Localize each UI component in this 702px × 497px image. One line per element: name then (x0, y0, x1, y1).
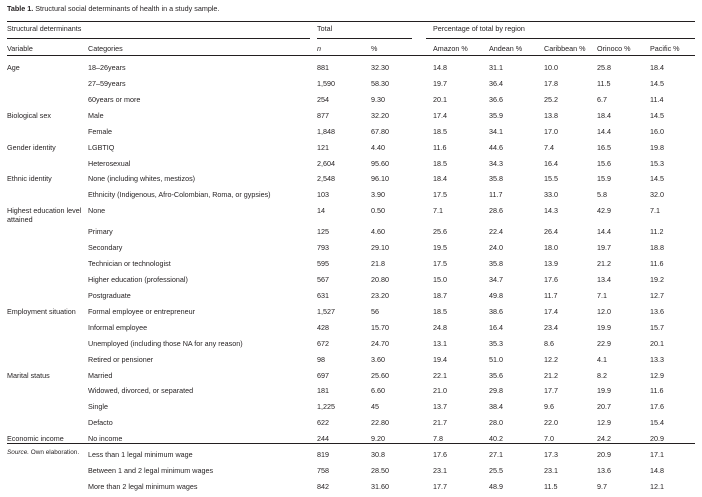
row-n: 595 (317, 258, 329, 268)
row-n: 14 (317, 206, 325, 216)
row-amazon-pct: 18.5 (433, 158, 447, 168)
row-pacific-pct: 19.8 (650, 142, 664, 152)
row-category: Heterosexual (88, 158, 131, 168)
row-pct: 9.30 (371, 94, 385, 104)
table-row (7, 189, 695, 205)
row-andean-pct: 44.6 (489, 142, 503, 152)
row-orinoco-pct: 14.4 (597, 126, 611, 136)
row-pct: 9.20 (371, 434, 385, 444)
row-n: 121 (317, 142, 329, 152)
row-orinoco-pct: 19.7 (597, 242, 611, 252)
row-category: None (88, 206, 106, 216)
row-n: 631 (317, 290, 329, 300)
row-orinoco-pct: 18.4 (597, 110, 611, 120)
row-pct: 96.10 (371, 174, 389, 184)
row-category: LGBTIQ (88, 142, 115, 152)
row-caribbean-pct: 25.2 (544, 94, 558, 104)
row-orinoco-pct: 15.6 (597, 158, 611, 168)
table-row (7, 109, 695, 125)
row-variable (7, 321, 88, 337)
row-orinoco-pct: 15.9 (597, 174, 611, 184)
row-variable (7, 353, 88, 369)
row-n: 98 (317, 354, 325, 364)
row-amazon-pct: 21.0 (433, 386, 447, 396)
row-caribbean-pct: 17.8 (544, 78, 558, 88)
row-caribbean-pct: 10.0 (544, 62, 558, 72)
row-category: None (including whites, mestizos) (88, 174, 196, 184)
row-pacific-pct: 16.0 (650, 126, 664, 136)
row-orinoco-pct: 42.9 (597, 206, 611, 216)
table-row (7, 289, 695, 305)
row-n: 697 (317, 370, 329, 380)
row-caribbean-pct: 13.9 (544, 258, 558, 268)
row-variable (7, 337, 88, 353)
row-category: Retired or pensioner (88, 354, 154, 364)
row-pacific-pct: 20.1 (650, 338, 664, 348)
table-row (7, 337, 695, 353)
row-pacific-pct: 13.3 (650, 354, 664, 364)
table-row (7, 61, 695, 77)
row-andean-pct: 35.3 (489, 338, 503, 348)
row-category: Female (88, 126, 112, 136)
row-variable (7, 481, 88, 497)
row-variable (7, 77, 88, 93)
row-amazon-pct: 13.7 (433, 402, 447, 412)
row-n: 1,590 (317, 78, 335, 88)
row-pct: 28.50 (371, 466, 389, 476)
row-pct: 6.60 (371, 386, 385, 396)
row-n: 2,548 (317, 174, 335, 184)
table-row (7, 125, 695, 141)
table-caption (7, 4, 219, 13)
row-variable (7, 401, 88, 417)
row-orinoco-pct: 7.1 (597, 290, 607, 300)
row-pct: 22.80 (371, 418, 389, 428)
header-variable: Variable (7, 44, 33, 53)
row-pct: 21.8 (371, 258, 385, 268)
row-andean-pct: 35.8 (489, 258, 503, 268)
row-variable: Marital status (7, 370, 50, 380)
header-column-row (7, 42, 695, 61)
row-pacific-pct: 15.7 (650, 322, 664, 332)
row-n: 103 (317, 190, 329, 200)
row-pct: 3.60 (371, 354, 385, 364)
row-orinoco-pct: 5.8 (597, 190, 607, 200)
row-category: 60years or more (88, 94, 141, 104)
source-label: Source. (7, 449, 30, 456)
row-caribbean-pct: 9.6 (544, 402, 554, 412)
table-row (7, 369, 695, 385)
row-amazon-pct: 18.5 (433, 126, 447, 136)
row-amazon-pct: 7.1 (433, 206, 443, 216)
table-row (7, 417, 695, 433)
row-pacific-pct: 14.8 (650, 466, 664, 476)
row-pacific-pct: 18.8 (650, 242, 664, 252)
row-caribbean-pct: 18.0 (544, 242, 558, 252)
row-caribbean-pct: 7.4 (544, 142, 554, 152)
row-pct: 4.60 (371, 226, 385, 236)
row-pacific-pct: 20.9 (650, 434, 664, 444)
row-andean-pct: 22.4 (489, 226, 503, 236)
row-caribbean-pct: 21.2 (544, 370, 558, 380)
row-andean-pct: 27.1 (489, 450, 503, 460)
row-category: Widowed, divorced, or separated (88, 386, 194, 396)
row-orinoco-pct: 20.7 (597, 402, 611, 412)
row-category: 27–59years (88, 78, 126, 88)
row-variable: Gender identity (7, 142, 56, 152)
row-orinoco-pct: 20.9 (597, 450, 611, 460)
row-pacific-pct: 12.7 (650, 290, 664, 300)
row-orinoco-pct: 12.0 (597, 306, 611, 316)
row-caribbean-pct: 23.1 (544, 466, 558, 476)
row-category: Secondary (88, 242, 123, 252)
row-caribbean-pct: 26.4 (544, 226, 558, 236)
row-caribbean-pct: 14.3 (544, 206, 558, 216)
row-n: 181 (317, 386, 329, 396)
row-variable (7, 93, 88, 109)
header-andean: Andean % (489, 44, 523, 53)
row-pct: 29.10 (371, 242, 389, 252)
row-amazon-pct: 19.4 (433, 354, 447, 364)
row-orinoco-pct: 11.5 (597, 78, 611, 88)
row-category: Higher education (professional) (88, 274, 188, 284)
source-text: Own elaboration. (29, 449, 80, 456)
row-variable (7, 385, 88, 401)
table-row (7, 385, 695, 401)
table-row (7, 205, 695, 225)
row-pacific-pct: 11.6 (650, 386, 664, 396)
row-caribbean-pct: 12.2 (544, 354, 558, 364)
row-n: 125 (317, 226, 329, 236)
row-andean-pct: 11.7 (489, 190, 503, 200)
row-amazon-pct: 17.5 (433, 190, 447, 200)
row-orinoco-pct: 6.7 (597, 94, 607, 104)
row-pacific-pct: 19.2 (650, 274, 664, 284)
row-pct: 67.80 (371, 126, 389, 136)
row-andean-pct: 25.5 (489, 466, 503, 476)
row-variable: Employment situation (7, 306, 76, 316)
table-row (7, 449, 695, 465)
row-category: Unemployed (including those NA for any reason) (88, 338, 243, 348)
row-n: 1,527 (317, 306, 335, 316)
row-pacific-pct: 11.4 (650, 94, 664, 104)
row-orinoco-pct: 4.1 (597, 354, 607, 364)
table-row (7, 433, 695, 449)
row-caribbean-pct: 15.5 (544, 174, 558, 184)
row-caribbean-pct: 8.6 (544, 338, 554, 348)
row-andean-pct: 38.6 (489, 306, 503, 316)
table-row (7, 157, 695, 173)
row-variable (7, 289, 88, 305)
row-andean-pct: 34.3 (489, 158, 503, 168)
table-row (7, 77, 695, 93)
row-category: Male (88, 110, 104, 120)
row-orinoco-pct: 24.2 (597, 434, 611, 444)
row-category: Less than 1 legal minimum wage (88, 450, 193, 460)
row-andean-pct: 48.9 (489, 482, 503, 492)
row-pct: 20.80 (371, 274, 389, 284)
row-variable (7, 273, 88, 289)
table-row (7, 273, 695, 289)
row-amazon-pct: 17.4 (433, 110, 447, 120)
row-amazon-pct: 7.8 (433, 434, 443, 444)
row-n: 1,225 (317, 402, 335, 412)
row-n: 819 (317, 450, 329, 460)
row-amazon-pct: 23.1 (433, 466, 447, 476)
header-n: n (317, 44, 321, 53)
row-amazon-pct: 18.7 (433, 290, 447, 300)
table-row (7, 241, 695, 257)
row-n: 244 (317, 434, 329, 444)
row-pct: 4.40 (371, 142, 385, 152)
row-pct: 45 (371, 402, 379, 412)
header-total: Total (317, 24, 333, 33)
row-orinoco-pct: 25.8 (597, 62, 611, 72)
row-andean-pct: 38.4 (489, 402, 503, 412)
row-orinoco-pct: 9.7 (597, 482, 607, 492)
row-pct: 56 (371, 306, 379, 316)
row-andean-pct: 51.0 (489, 354, 503, 364)
row-andean-pct: 24.0 (489, 242, 503, 252)
row-category: Primary (88, 226, 113, 236)
row-category: More than 2 legal minimum wages (88, 482, 198, 492)
row-pct: 24.70 (371, 338, 389, 348)
table-row (7, 305, 695, 321)
header-orinoco: Orinoco % (597, 44, 631, 53)
row-pacific-pct: 12.1 (650, 482, 664, 492)
header-group-row (7, 22, 695, 42)
row-n: 758 (317, 466, 329, 476)
row-pacific-pct: 11.6 (650, 258, 664, 268)
row-amazon-pct: 18.5 (433, 306, 447, 316)
row-caribbean-pct: 17.0 (544, 126, 558, 136)
row-pacific-pct: 17.6 (650, 402, 664, 412)
row-caribbean-pct: 16.4 (544, 158, 558, 168)
row-andean-pct: 29.8 (489, 386, 503, 396)
row-orinoco-pct: 22.9 (597, 338, 611, 348)
row-pacific-pct: 18.4 (650, 62, 664, 72)
table-source-note (7, 449, 79, 457)
table-row (7, 353, 695, 369)
row-andean-pct: 28.6 (489, 206, 503, 216)
row-orinoco-pct: 14.4 (597, 226, 611, 236)
row-pct: 32.30 (371, 62, 389, 72)
row-pct: 25.60 (371, 370, 389, 380)
row-variable (7, 257, 88, 273)
table-row (7, 173, 695, 189)
row-category: Ethnicity (Indigenous, Afro-Colombian, Roma, or gypsies) (88, 190, 271, 200)
row-andean-pct: 36.6 (489, 94, 503, 104)
row-category: Informal employee (88, 322, 148, 332)
header-percentage-by-region: Percentage of total by region (433, 24, 525, 33)
row-category: 18–26years (88, 62, 126, 72)
row-andean-pct: 49.8 (489, 290, 503, 300)
row-pacific-pct: 7.1 (650, 206, 660, 216)
table-row (7, 465, 695, 481)
row-amazon-pct: 18.4 (433, 174, 447, 184)
row-orinoco-pct: 12.9 (597, 418, 611, 428)
row-n: 428 (317, 322, 329, 332)
row-variable (7, 225, 88, 241)
row-pct: 0.50 (371, 206, 385, 216)
row-category: Married (88, 370, 113, 380)
row-amazon-pct: 13.1 (433, 338, 447, 348)
row-amazon-pct: 24.8 (433, 322, 447, 332)
determinants-table (7, 22, 695, 497)
row-caribbean-pct: 11.7 (544, 290, 558, 300)
table-row (7, 141, 695, 157)
row-variable (7, 465, 88, 481)
row-pacific-pct: 15.4 (650, 418, 664, 428)
row-pct: 32.20 (371, 110, 389, 120)
row-variable (7, 125, 88, 141)
row-andean-pct: 35.9 (489, 110, 503, 120)
row-amazon-pct: 17.5 (433, 258, 447, 268)
row-pct: 30.8 (371, 450, 385, 460)
table-caption-text: Structural social determinants of health in a study sample. (35, 4, 220, 13)
row-n: 842 (317, 482, 329, 492)
row-variable: Age (7, 62, 20, 72)
row-caribbean-pct: 17.6 (544, 274, 558, 284)
row-amazon-pct: 20.1 (433, 94, 447, 104)
row-pct: 3.90 (371, 190, 385, 200)
row-caribbean-pct: 22.0 (544, 418, 558, 428)
row-orinoco-pct: 13.6 (597, 466, 611, 476)
row-amazon-pct: 19.5 (433, 242, 447, 252)
row-pacific-pct: 14.5 (650, 78, 664, 88)
row-caribbean-pct: 17.3 (544, 450, 558, 460)
row-pacific-pct: 13.6 (650, 306, 664, 316)
row-orinoco-pct: 8.2 (597, 370, 607, 380)
row-n: 254 (317, 94, 329, 104)
row-pct: 95.60 (371, 158, 389, 168)
row-pacific-pct: 12.9 (650, 370, 664, 380)
row-pacific-pct: 14.5 (650, 110, 664, 120)
table-caption-label: Table 1. (7, 4, 34, 13)
row-andean-pct: 16.4 (489, 322, 503, 332)
row-n: 672 (317, 338, 329, 348)
row-andean-pct: 35.6 (489, 370, 503, 380)
header-pct: % (371, 44, 378, 53)
row-n: 877 (317, 110, 329, 120)
row-n: 622 (317, 418, 329, 428)
row-pacific-pct: 32.0 (650, 190, 664, 200)
row-amazon-pct: 19.7 (433, 78, 447, 88)
row-andean-pct: 28.0 (489, 418, 503, 428)
row-orinoco-pct: 16.5 (597, 142, 611, 152)
row-andean-pct: 36.4 (489, 78, 503, 88)
row-andean-pct: 35.8 (489, 174, 503, 184)
row-variable (7, 417, 88, 433)
row-amazon-pct: 22.1 (433, 370, 447, 380)
row-andean-pct: 34.7 (489, 274, 503, 284)
row-variable: Economic income (7, 434, 64, 444)
row-caribbean-pct: 17.7 (544, 386, 558, 396)
row-orinoco-pct: 19.9 (597, 322, 611, 332)
table-row (7, 93, 695, 109)
row-amazon-pct: 17.6 (433, 450, 447, 460)
row-n: 793 (317, 242, 329, 252)
row-variable: Ethnic identity (7, 174, 52, 184)
row-pacific-pct: 15.3 (650, 158, 664, 168)
header-caribbean: Caribbean % (544, 44, 586, 53)
row-category: Postgraduate (88, 290, 131, 300)
row-category: Formal employee or entrepreneur (88, 306, 196, 316)
row-amazon-pct: 21.7 (433, 418, 447, 428)
row-caribbean-pct: 23.4 (544, 322, 558, 332)
header-pacific: Pacific % (650, 44, 680, 53)
row-variable: Biological sex (7, 110, 51, 120)
row-amazon-pct: 14.8 (433, 62, 447, 72)
row-amazon-pct: 15.0 (433, 274, 447, 284)
row-n: 1,848 (317, 126, 335, 136)
row-n: 567 (317, 274, 329, 284)
row-orinoco-pct: 21.2 (597, 258, 611, 268)
table-row (7, 401, 695, 417)
row-n: 881 (317, 62, 329, 72)
row-category: Single (88, 402, 108, 412)
row-caribbean-pct: 33.0 (544, 190, 558, 200)
row-pct: 23.20 (371, 290, 389, 300)
table-row (7, 321, 695, 337)
row-pct: 31.60 (371, 482, 389, 492)
header-amazon: Amazon % (433, 44, 468, 53)
row-andean-pct: 40.2 (489, 434, 503, 444)
row-category: No income (88, 434, 123, 444)
row-orinoco-pct: 13.4 (597, 274, 611, 284)
table-row (7, 225, 695, 241)
row-pacific-pct: 14.5 (650, 174, 664, 184)
row-andean-pct: 34.1 (489, 126, 503, 136)
table-row (7, 257, 695, 273)
row-variable (7, 241, 88, 257)
row-category: Defacto (88, 418, 113, 428)
row-variable (7, 189, 88, 205)
row-andean-pct: 31.1 (489, 62, 503, 72)
row-caribbean-pct: 13.8 (544, 110, 558, 120)
row-caribbean-pct: 11.5 (544, 482, 558, 492)
row-amazon-pct: 25.6 (433, 226, 447, 236)
row-pacific-pct: 17.1 (650, 450, 664, 460)
row-amazon-pct: 11.6 (433, 142, 447, 152)
row-variable: Highest education level attained (7, 206, 82, 225)
row-pct: 58.30 (371, 78, 389, 88)
row-pct: 15.70 (371, 322, 389, 332)
row-pacific-pct: 11.2 (650, 226, 664, 236)
row-n: 2,604 (317, 158, 335, 168)
row-category: Technician or technologist (88, 258, 171, 268)
row-orinoco-pct: 19.9 (597, 386, 611, 396)
row-caribbean-pct: 17.4 (544, 306, 558, 316)
row-amazon-pct: 17.7 (433, 482, 447, 492)
header-structural-determinants: Structural determinants (7, 24, 82, 33)
row-caribbean-pct: 7.0 (544, 434, 554, 444)
row-variable (7, 157, 88, 173)
row-category: Between 1 and 2 legal minimum wages (88, 466, 214, 476)
header-categories: Categories (88, 44, 123, 53)
table-row (7, 481, 695, 497)
